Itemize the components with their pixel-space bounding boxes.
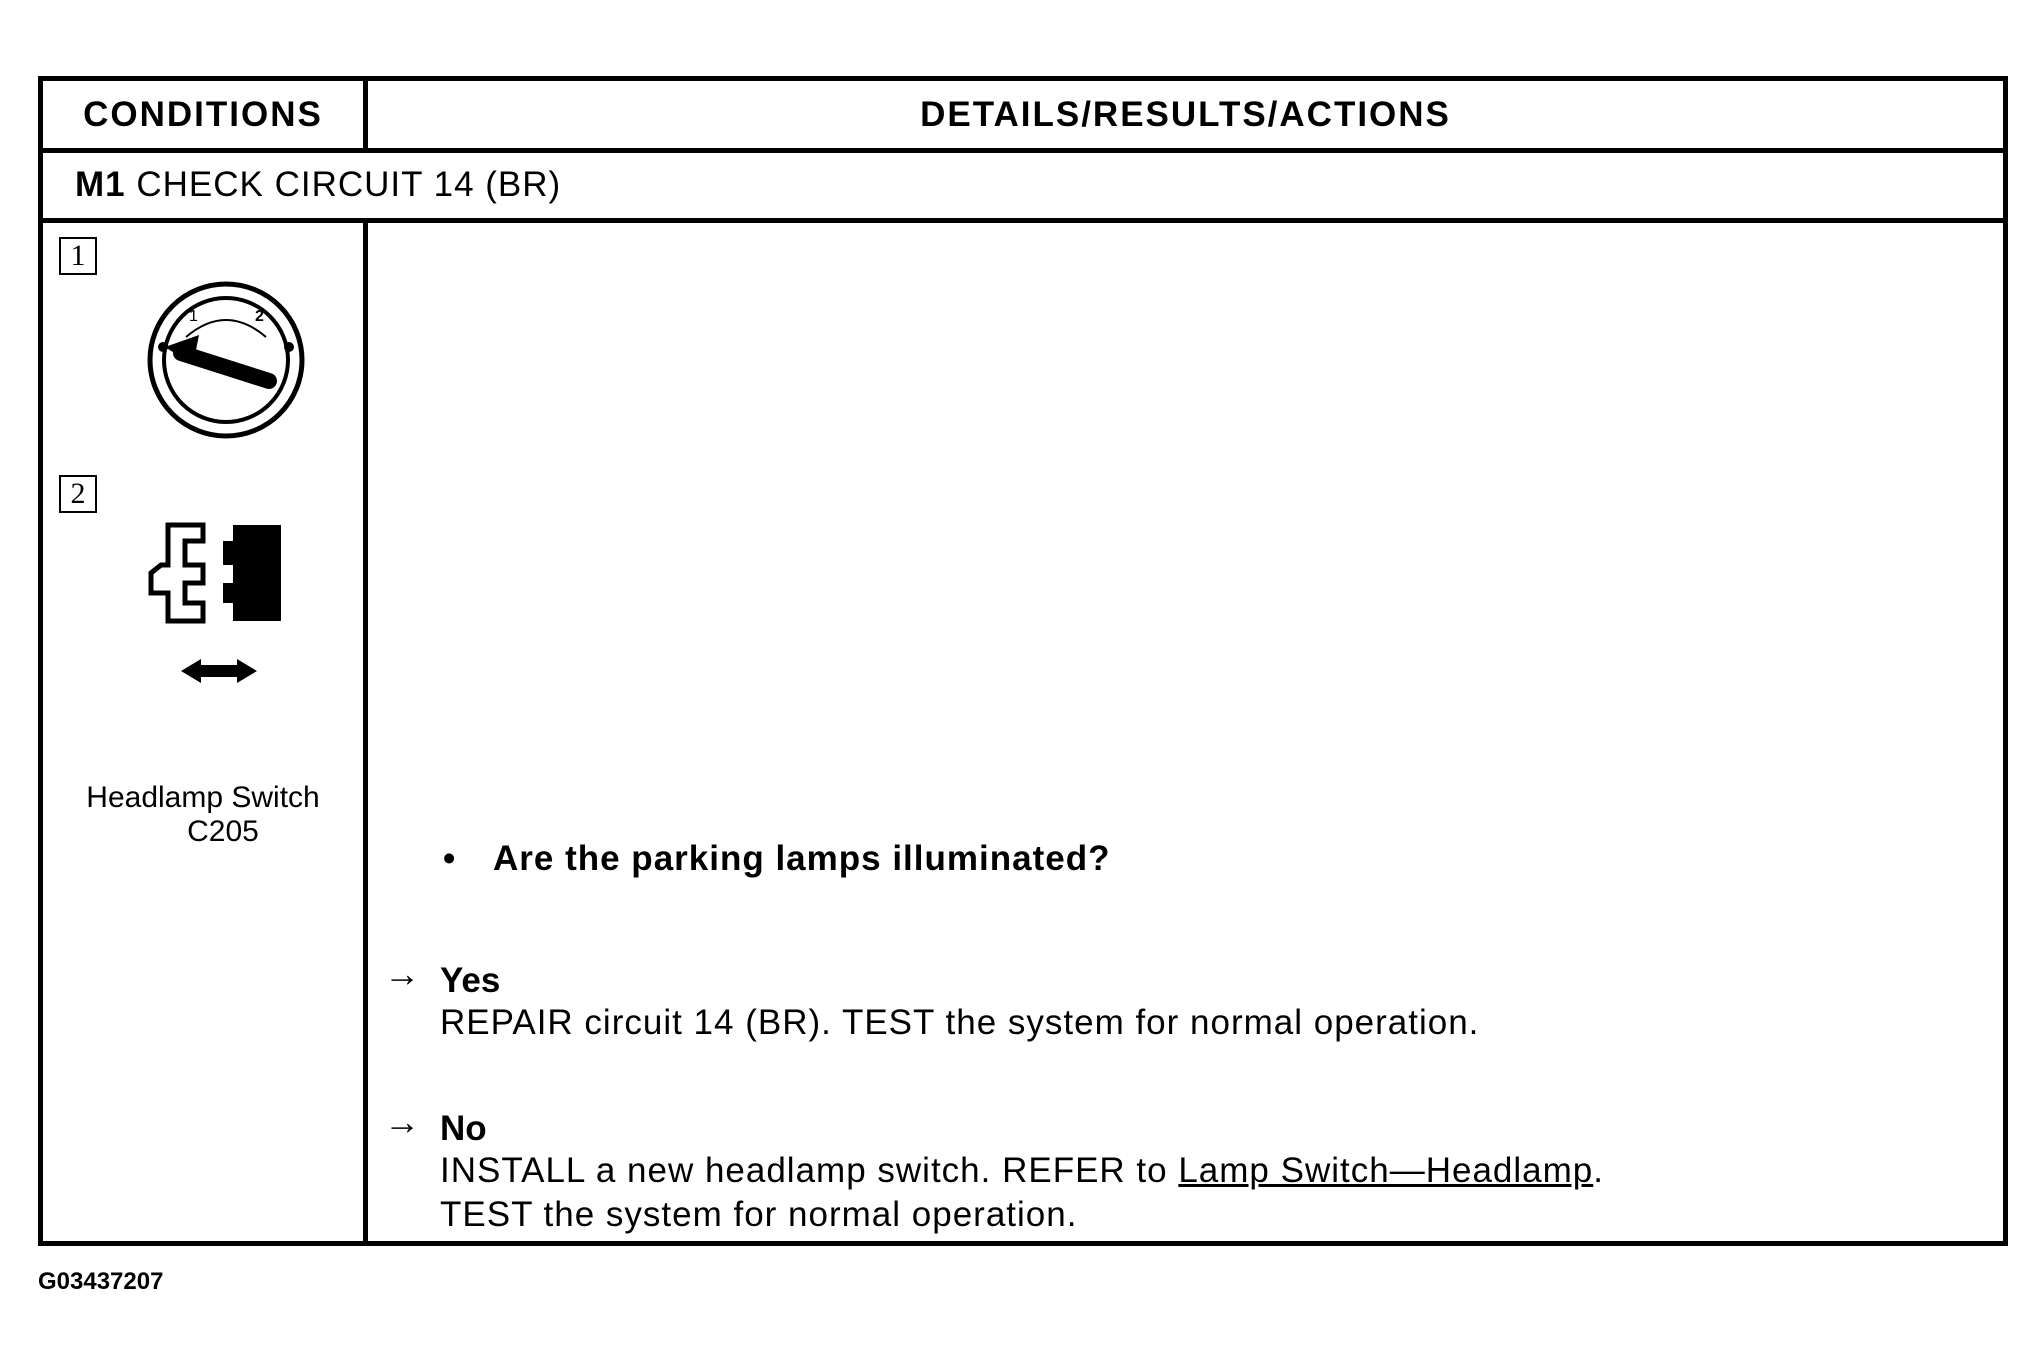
no-action-suffix: . <box>1593 1151 1604 1190</box>
figure-id: G03437207 <box>38 1268 164 1295</box>
connector-caption-id: C205 <box>187 815 259 848</box>
condition-number-2: 2 <box>59 475 97 513</box>
step-body-row <box>43 223 2003 1241</box>
table-header-row <box>43 81 2003 153</box>
ignition-switch-icon <box>141 275 311 445</box>
no-action-line2: TEST the system for normal operation. <box>440 1195 1078 1234</box>
step-title: CHECK CIRCUIT 14 (BR) <box>136 165 562 204</box>
condition-number-1: 1 <box>59 237 97 275</box>
diagnostic-table <box>38 76 2008 1246</box>
header-details: DETAILS/RESULTS/ACTIONS <box>920 94 1451 134</box>
details-column <box>368 223 2003 1241</box>
no-action-prefix: INSTALL a new headlamp switch. REFER to <box>440 1151 1179 1190</box>
yes-label: Yes <box>440 961 501 1000</box>
lamp-switch-headlamp-link[interactable]: Lamp Switch—Headlamp <box>1178 1151 1594 1190</box>
no-label: No <box>440 1109 487 1148</box>
question-line <box>443 839 1110 879</box>
question-text: Are the parking lamps illuminated? <box>493 839 1111 878</box>
svg-text:1: 1 <box>189 308 198 325</box>
conditions-column <box>43 223 368 1241</box>
svg-text:2: 2 <box>255 308 264 325</box>
no-action-line1 <box>440 1151 1604 1191</box>
yes-arrow-icon: → <box>384 953 420 994</box>
header-conditions: CONDITIONS <box>43 81 368 148</box>
no-arrow-icon: → <box>384 1101 420 1142</box>
connector-caption-name: Headlamp Switch <box>86 781 320 814</box>
yes-action-text: REPAIR circuit 14 (BR). TEST the system for normal operation. <box>440 1003 1480 1042</box>
bullet-icon: • <box>443 839 457 878</box>
step-id: M1 <box>75 165 126 204</box>
connector-disconnect-icon <box>133 513 313 683</box>
step-title-row <box>43 153 2003 223</box>
